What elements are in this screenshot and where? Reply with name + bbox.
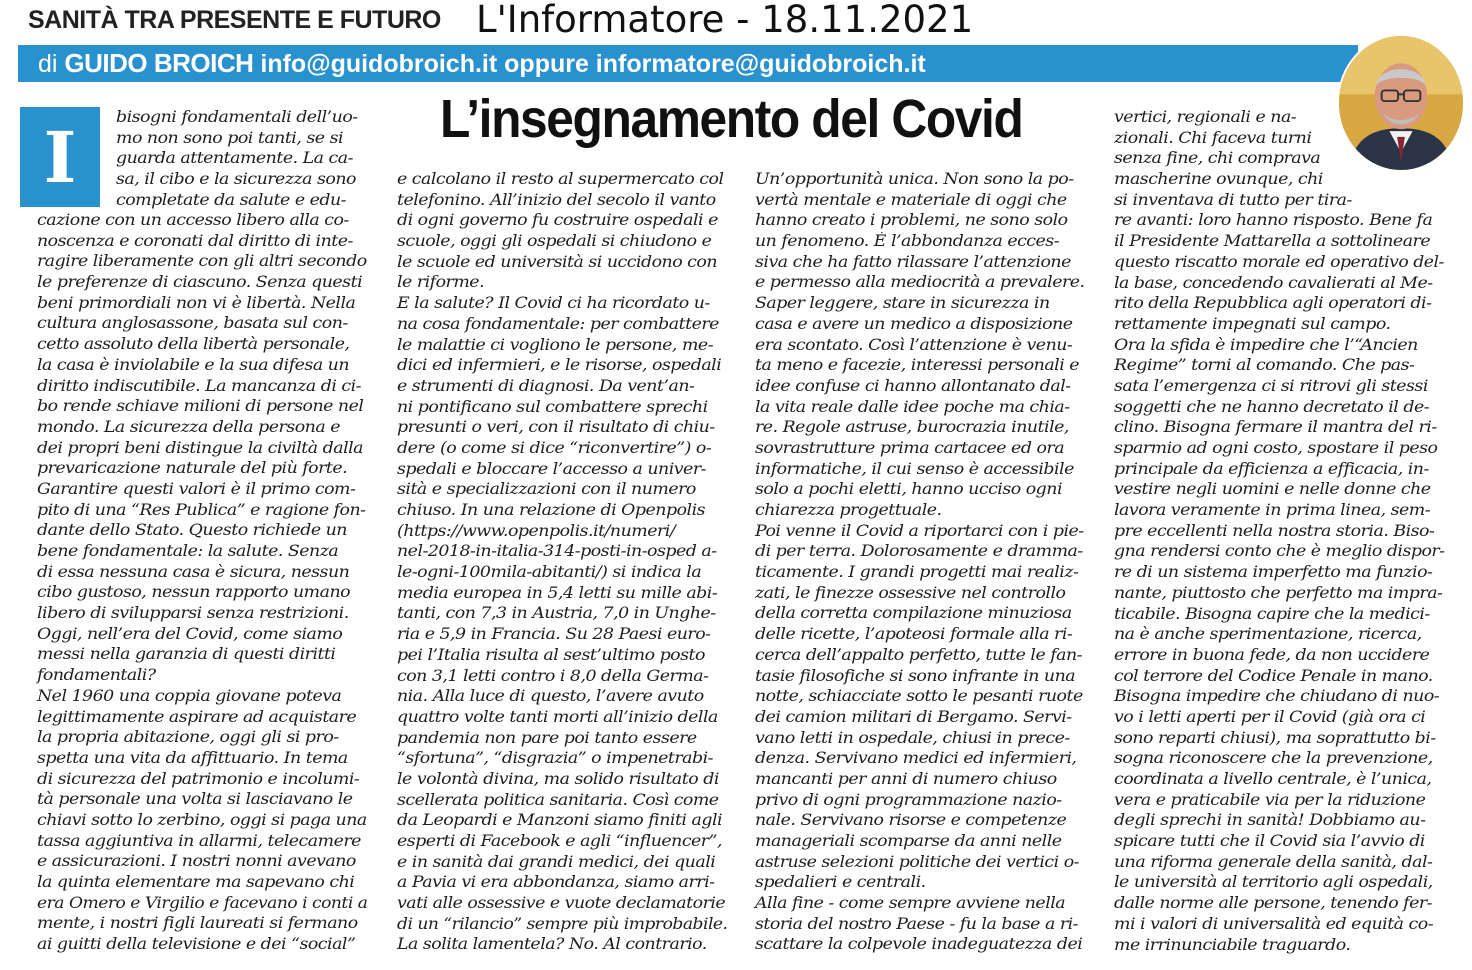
text-line: mi i valori di universalità ed equità co- xyxy=(1114,914,1434,933)
text-line: le-ogni-100mila-abitanti/) si indica la xyxy=(397,563,702,582)
text-line: beni primordiali non vi è libertà. Nella xyxy=(37,293,356,312)
text-line: dei camion militari di Bergamo. Servi- xyxy=(755,707,1072,726)
text-line: manageriali scomparse da anni nelle xyxy=(755,832,1062,850)
text-line: fondamentali? xyxy=(37,666,156,685)
text-line: sono reparti chiusi), ma soprattutto bi- xyxy=(1114,728,1436,747)
column-3 xyxy=(755,169,1085,955)
text-line: me irrinunciabile traguardo. xyxy=(1114,935,1351,954)
text-line: nia. Alla luce di questo, l’avere avuto xyxy=(397,687,704,706)
text-line: libero di svilupparsi senza restrizioni. xyxy=(37,604,349,623)
text-line: dalle norme alle persone, tenendo fer- xyxy=(1114,894,1433,913)
text-line: esperti di Facebook e agli “influencer”, xyxy=(397,832,722,850)
text-line: Bisogna impedire che chiudano di nuo- xyxy=(1114,687,1440,706)
text-line: bo rende schiave milioni di persone nel xyxy=(37,397,364,416)
text-line: tasie filosofiche si sono infrante in una xyxy=(755,666,1076,685)
text-line: notte, schiacciate sotto le pesanti ruote xyxy=(755,687,1083,706)
byline-bar xyxy=(18,45,1358,82)
text-line: vera e praticabile via per la riduzione xyxy=(1114,790,1426,809)
text-line: casa e avere un medico a disposizione xyxy=(755,314,1073,333)
text-line: guarda attentamente. La ca- xyxy=(116,149,353,168)
text-line: a Pavia vi era abbondanza, siamo arri- xyxy=(397,873,715,892)
text-line: re. Regole astruse, burocrazia inutile, xyxy=(755,418,1069,437)
text-line: principale da efficienza a efficacia, in- xyxy=(1114,459,1429,478)
text-line: un fenomeno. È l’abbondanza ecces- xyxy=(755,232,1060,251)
text-line: rito della Repubblica agli operatori di- xyxy=(1114,294,1432,313)
text-line: le università al territorio agli ospedali, xyxy=(1114,873,1433,892)
text-line: re avanti: loro hanno risposto. Bene fa xyxy=(1114,211,1433,230)
text-line: sità e specializzazioni con il numero xyxy=(397,480,696,499)
text-line: Saper leggere, stare in sicurezza in xyxy=(755,294,1050,313)
text-line: bene fondamentale: la salute. Senza xyxy=(37,542,339,560)
text-line: na è anche sperimentazione, ricerca, xyxy=(1114,625,1422,644)
publication-stamp: L'Informatore - 18.11.2021 xyxy=(476,0,974,41)
drop-cap: I xyxy=(20,107,100,207)
section-rubric: SANITÀ TRA PRESENTE E FUTURO xyxy=(28,6,441,34)
text-line: ai guitti della televisione e dei “social” xyxy=(37,935,356,954)
text-line: vertici, regionali e na- xyxy=(1114,108,1297,126)
text-line: le malattie ci vogliono le persone, me- xyxy=(397,335,714,354)
text-line: la propria abitazione, oggi gli si pro- xyxy=(37,728,339,747)
text-line: cetto assoluto della libertà personale, xyxy=(37,335,350,354)
text-line: Poi venne il Covid a riportarci con i pie- xyxy=(755,521,1084,540)
text-line: era Omero e Virgilio e facevano i conti a xyxy=(37,893,368,912)
text-line: Garantire questi valori è il primo com- xyxy=(37,479,356,498)
text-line: spetta una vita da affittuario. In tema xyxy=(37,748,348,767)
text-line: degli sprechi in sanità! Dobbiamo au- xyxy=(1114,811,1426,830)
text-line: denza. Servivano medici ed infermieri, xyxy=(755,749,1077,768)
text-line: cerca dell’appalto perfetto, tutte le fan- xyxy=(755,645,1083,664)
text-line: zati, le finezze ossessive nel controllo xyxy=(755,583,1066,602)
text-line: ria e 5,9 in Francia. Su 28 Paesi euro- xyxy=(397,625,711,644)
text-line: vertà mentale e materiale di oggi che xyxy=(755,190,1067,209)
text-line: nale. Servivano risorse e competenze xyxy=(755,811,1067,830)
text-line: vati alle ossessive e vuote declamatorie xyxy=(397,894,726,913)
text-line: astruse selezioni politiche dei vertici o- xyxy=(755,852,1080,871)
text-line: messi nella garanzia di questi diritti xyxy=(37,645,336,664)
text-line: mente, i nostri figli laureati si fermano xyxy=(37,914,358,933)
text-line: cibo gustoso, nessun rapporto umano xyxy=(37,583,351,602)
text-line: (https://www.openpolis.it/numeri/ xyxy=(397,521,676,540)
text-line: Regime” torni al comando. Che pas- xyxy=(1114,356,1415,375)
text-line: idee confuse ci hanno allontanato dal- xyxy=(755,376,1071,395)
byline-prefix: di xyxy=(38,50,58,78)
text-line: quattro volte tanti morti all’inizio della xyxy=(397,707,718,726)
text-line: Oggi, nell’era del Covid, come siamo xyxy=(37,624,343,643)
text-line: noscenza e coronati dal diritto di inte- xyxy=(37,231,353,250)
text-line: le preferenze di ciascuno. Senza questi xyxy=(37,273,363,292)
text-line: mascherine ovunque, chi xyxy=(1114,170,1323,189)
column-4 xyxy=(1114,107,1444,955)
text-line: la base, concedendo cavalierati al Me- xyxy=(1114,273,1433,292)
text-line: sovrastrutture prima cartacee ed ora xyxy=(755,438,1065,457)
text-line: vo i letti aperti per il Covid (già ora ci xyxy=(1114,707,1426,726)
text-line: lavora veramente in prima linea, sem- xyxy=(1114,501,1431,520)
text-line: nante, piuttosto che perfetto ma impra- xyxy=(1114,583,1443,602)
text-line: sa, il cibo e la sicurezza sono xyxy=(116,170,356,189)
text-line: dici ed infermieri, e le risorse, ospedali xyxy=(397,356,722,375)
text-line: dei propri beni distingue la civiltà dalla xyxy=(37,438,364,457)
text-line: re di un sistema imperfetto ma funzio- xyxy=(1114,563,1433,582)
text-line: con 3,1 letti contro i 8,0 della Germa- xyxy=(397,666,709,685)
column-1-intro xyxy=(116,107,366,210)
text-line: gna rendersi conto che è meglio dispor- xyxy=(1114,542,1445,561)
text-line: e strumenti di diagnosi. Da vent’an- xyxy=(397,376,695,395)
text-line: le scuole ed università si uccidono con xyxy=(397,252,718,271)
text-line: vano letti in ospedale, chiusi in prece- xyxy=(755,728,1070,747)
text-line: cultura anglosassone, basata sul con- xyxy=(37,314,348,333)
text-line: privo di ogni programmazione nazio- xyxy=(755,790,1062,809)
text-line: le riforme. xyxy=(397,273,485,292)
text-line: informatiche, il cui senso è accessibile xyxy=(755,459,1074,478)
text-line: chiarezza progettuale. xyxy=(755,501,942,519)
text-line: Ora la sfida è impedire che l’“Ancien xyxy=(1114,335,1418,354)
text-line: scuole, oggi gli ospedali si chiudono e xyxy=(397,232,712,251)
text-line: sparmio ad ogni costo, spostare il peso xyxy=(1114,439,1438,457)
text-line: presunti o veri, con il risultato di chiu- xyxy=(397,418,715,437)
text-line: tanti, con 7,3 in Austria, 7,0 in Unghe- xyxy=(397,604,716,623)
text-line: “sfortuna”, “disgrazia” o impenetrabi- xyxy=(397,749,714,768)
text-line: zionali. Chi faceva turni xyxy=(1114,128,1312,147)
text-line: bisogni fondamentali dell’uo- xyxy=(116,108,358,126)
text-line: una riforma generale della sanità, dal- xyxy=(1114,852,1433,871)
text-line: di essa nessuna casa è sicura, nessun xyxy=(37,562,350,581)
column-1 xyxy=(37,210,367,955)
text-line: senza fine, chi comprava xyxy=(1114,149,1321,168)
text-line: na cosa fondamentale: per combattere xyxy=(397,314,719,333)
text-line: di ogni governo fu costruire ospedali e xyxy=(397,211,718,230)
text-line: e permesso alla mediocrità a prevalere. xyxy=(755,273,1085,292)
text-line: ta meno e facezie, interessi personali e xyxy=(755,356,1080,375)
text-line: il Presidente Mattarella a sottolineare xyxy=(1114,232,1431,251)
text-line: spicare tutti che il Covid sia l’avvio di xyxy=(1114,832,1425,851)
text-line: pito di una “Res Publica” e ragione fon- xyxy=(37,500,366,519)
text-line: siva che ha fatto rilassare l’attenzione xyxy=(755,252,1071,271)
text-line: scellerata politica sanitaria. Così come xyxy=(397,790,719,809)
text-line: solo a pochi eletti, hanno ucciso ogni xyxy=(755,480,1063,499)
text-line: tà personale una volta si lasciavano le xyxy=(37,790,353,809)
byline-author: GUIDO BROICH xyxy=(64,48,254,78)
text-line: dante dello Stato. Questo richiede un xyxy=(37,521,347,540)
text-line: media europea in 5,4 letti su mille abi- xyxy=(397,583,718,602)
text-line: si inventava di tutto per tira- xyxy=(1114,190,1352,209)
text-line: dere (o come si dice “riconvertire”) o- xyxy=(397,438,712,457)
text-line: legittimamente aspirare ad acquistare xyxy=(37,707,357,726)
text-line: ragire liberamente con gli altri secondo xyxy=(37,252,367,271)
article-title: L’insegnamento del Covid xyxy=(440,89,1023,149)
text-line: pei l’Italia risulta al sest’ultimo posto xyxy=(397,645,705,664)
text-line: pre eccellenti nella nostra storia. Biso- xyxy=(1114,521,1435,540)
text-line: di un “rilancio” sempre più improbabile. xyxy=(397,914,728,933)
text-line: clino. Bisogna fermare il mantra del ri- xyxy=(1114,418,1437,437)
text-line: cazione con un accesso libero alla co- xyxy=(37,211,349,229)
text-line: da Leopardi e Manzoni siamo finiti agli xyxy=(397,811,723,830)
text-line: rettamente impegnati sul campo. xyxy=(1114,314,1391,333)
text-line: scattare la colpevole inadeguatezza dei xyxy=(755,935,1083,954)
text-line: Un’opportunità unica. Non sono la po- xyxy=(755,170,1074,188)
text-line: hanno creato i problemi, ne sono solo xyxy=(755,211,1068,230)
text-line: pandemia non pare poi tanto essere xyxy=(397,728,697,747)
text-line: diritto indiscutibile. La mancanza di ci- xyxy=(37,376,362,395)
text-line: la vita reale dalle idee poche ma chia- xyxy=(755,397,1070,416)
text-line: mondo. La sicurezza della persona e xyxy=(37,417,340,436)
text-line: E la salute? Il Covid ci ha ricordato u- xyxy=(397,294,710,313)
text-line: telefonino. All’inizio del secolo il vanto xyxy=(397,190,716,209)
text-line: chiuso. In una relazione di Openpolis xyxy=(397,501,706,519)
text-line: soggetti che ne hanno decretato il de- xyxy=(1114,397,1430,416)
text-line: sogna riconoscere che la prevenzione, xyxy=(1114,749,1433,768)
text-line: completate da salute e edu- xyxy=(116,190,347,209)
text-line: spedali e bloccare l’accesso a univer- xyxy=(397,459,706,478)
column-2 xyxy=(397,169,727,955)
text-line: e assicurazioni. I nostri nonni avevano xyxy=(37,852,356,871)
text-line: coordinata a livello centrale, è l’unica, xyxy=(1114,770,1432,788)
text-line: nel-2018-in-italia-314-posti-in-osped a- xyxy=(397,542,717,561)
text-line: e in sanità dai grandi medici, dei quali xyxy=(397,852,716,871)
text-line: questo riscatto morale ed operativo del- xyxy=(1114,252,1444,271)
text-line: la quinta elementare ma sapevano chi xyxy=(37,873,355,891)
text-line: era scontato. Così l’attenzione è venu- xyxy=(755,335,1073,354)
text-line: della corretta compilazione minuziosa xyxy=(755,604,1072,623)
text-line: delle ricette, l’apoteosi formale alla ri- xyxy=(755,625,1073,644)
text-line: sata l’emergenza ci si ritrovi gli stessi xyxy=(1114,376,1428,395)
text-line: di sicurezza del patrimonio e incolumi- xyxy=(37,769,360,788)
text-line: ticabile. Bisogna capire che la medici- xyxy=(1114,604,1430,623)
text-line: spedalieri e centrali. xyxy=(755,873,926,892)
text-line: mancanti per anni di numero chiuso xyxy=(755,769,1057,788)
text-line: tassa aggiuntiva in allarmi, telecamere xyxy=(37,831,361,850)
byline-contacts: info@guidobroich.it oppure informatore@guidobroich.it xyxy=(260,50,926,78)
text-line: e calcolano il resto al supermercato col xyxy=(397,170,724,188)
text-line: prevaricazione naturale del più forte. xyxy=(37,459,348,478)
text-line: errore in buona fede, da non uccidere xyxy=(1114,645,1430,664)
text-line: vestire negli uomini e nelle donne che xyxy=(1114,480,1431,499)
text-line: mo non sono poi tanti, se si xyxy=(116,128,344,147)
text-line: la casa è inviolabile e la sua difesa un xyxy=(37,355,350,374)
text-line: Nel 1960 una coppia giovane poteva xyxy=(37,686,342,705)
text-line: di per terra. Dolorosamente e dramma- xyxy=(755,542,1083,561)
text-line: ticamente. I grandi progetti mai realiz- xyxy=(755,563,1079,582)
text-line: ni pontificano sul combattere sprechi xyxy=(397,397,708,416)
text-line: chiavi sotto lo zerbino, oggi si paga una xyxy=(37,810,367,829)
text-line: La solita lamentela? No. Al contrario. xyxy=(397,935,707,954)
text-line: Alla fine - come sempre avviene nella xyxy=(755,894,1066,913)
text-line: le volontà divina, ma solido risultato di xyxy=(397,769,719,788)
text-line: col terrore del Codice Penale in mano. xyxy=(1114,666,1433,685)
text-line: storia del nostro Paese - fu la base a ri- xyxy=(755,914,1079,933)
